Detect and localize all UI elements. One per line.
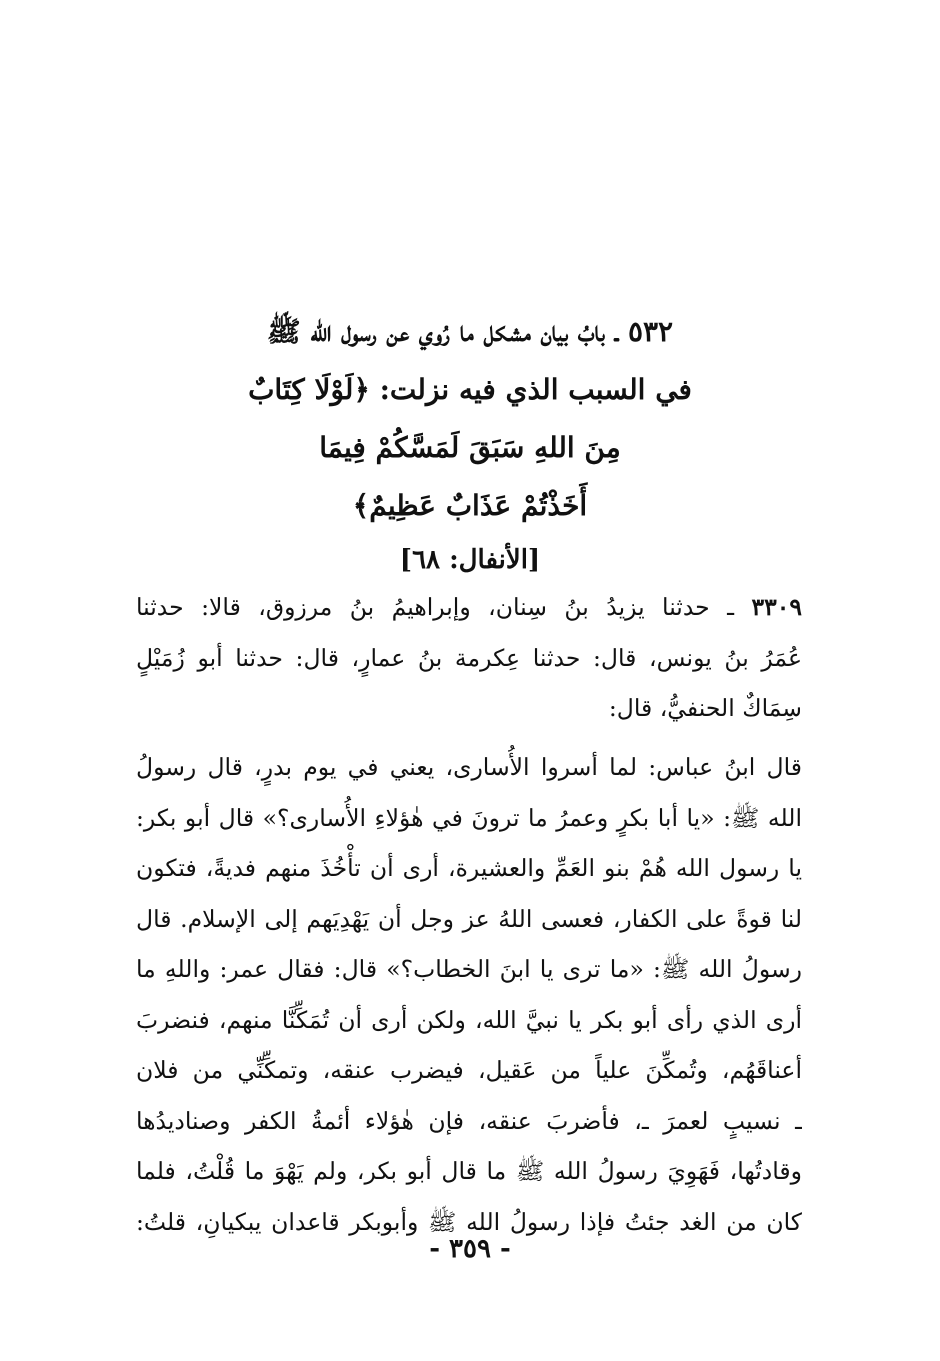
heading-line: مِنَ اللهِ سَبَقَ لَمَسَّكُمْ فِيمَا (319, 431, 621, 464)
page-number: - ٣٥٩ - (429, 1234, 511, 1264)
narration-line: ـ نسيبٍ لعمرَ ـ، فأضربَ عنقه، فإن هٰؤلاء أئمةُ الكفر وصناديدُها (136, 1106, 802, 1135)
narration-line: قال ابنُ عباس: لما أسروا الأُسارى، يعني في يوم بدرٍ، قال رسولُ (136, 753, 802, 781)
narration-line: وقادتُها، فَهَوِيَ رسولُ الله ﷺ ما قال أبو بكر، ولم يَهْوَ ما قُلْتُ، فلما (136, 1157, 802, 1185)
chapter-heading (140, 303, 800, 585)
narration-line: لنا قوةً على الكفار، فعسى اللهُ عز وجل أن يَهْدِيَهم إلى الإسلام. قال (136, 904, 802, 933)
narration-line: أرى الذي رأى أبو بكر يا نبيَّ الله، ولكن أرى أن تُمَكِّنَّا منهم، فنضربَ (136, 1005, 802, 1034)
hadith-number: ٣٣٠٩ (751, 593, 802, 621)
heading-line: أَخَذْتُمْ عَذَابٌ عَظِيمٌ﴾ (352, 489, 588, 522)
quran-reference: [الأنفال: ٦٨] (399, 545, 541, 575)
narration-line: أعناقَهُم، وتُمكِّنَ علياً من عَقيل، فيضرب عنقه، وتمكِّنِّي من فلان (136, 1056, 802, 1084)
narration-line: الله ﷺ: «يا أبا بكرٍ وعمرُ ما ترونَ في هٰؤلاءِ الأُسارى؟» قال أبو بكر: (136, 803, 802, 832)
heading-line: ٥٣٢ ـ بابُ بيان مشكل ما رُوي عن رسول الله ﷺ (266, 315, 674, 348)
hadith-narration (136, 742, 802, 1247)
isnad-line: عُمَرُ بنُ يونس، قال: حدثنا عِكرمة بنُ عمارٍ، قال: حدثنا أبو زُمَيْلٍ (136, 643, 802, 672)
heading-line: في السبب الذي فيه نزلت: ﴿لَوْلَا كِتَابٌ (248, 373, 692, 406)
isnad-line: ٣٣٠٩ ـ حدثنا يزيدُ بنُ سِنان، وإبراهيمُ بنُ مرزوق، قالا: حدثنا (136, 593, 802, 621)
narration-line: رسولُ الله ﷺ: «ما ترى يا ابنَ الخطاب؟» قال: فقال عمر: واللهِ ما (136, 955, 802, 983)
isnad-line: سِمَاكٌ الحنفيُّ، قال: (608, 694, 802, 722)
narration-line: يا رسول الله هُمْ بنو العَمِّ والعشيرة، أرى أن تأْخُذَ منهم فديةً، فتكون (136, 854, 802, 882)
hadith-isnad (136, 582, 802, 734)
narration-line: كان من الغد جئتُ فإذا رسولُ الله ﷺ وأبوبكر قاعدان يبكيانِ، قلتُ: (136, 1207, 802, 1236)
